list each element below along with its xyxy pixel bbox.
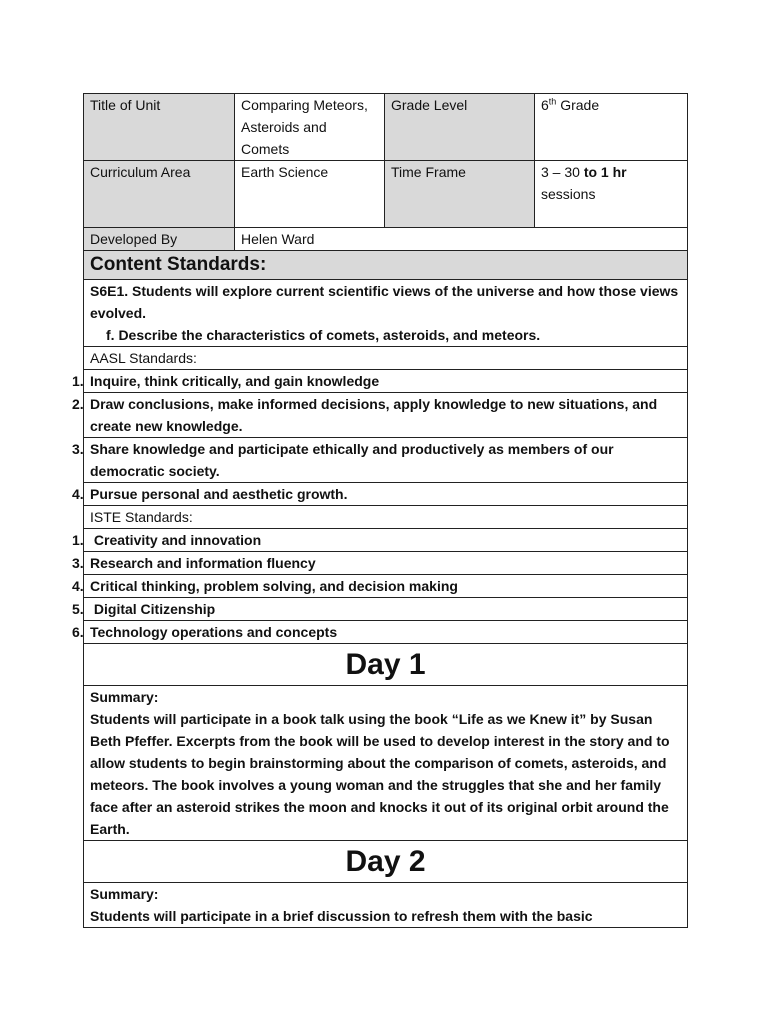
day1-summary-row [84,686,688,841]
title-label: Title of Unit [84,94,235,161]
grade-word: Grade [560,97,600,113]
item-text: Inquire, think critically, and gain knowledge [90,373,380,389]
iste-heading: ISTE Standards: [84,506,688,529]
item-text: Digital Citizenship [90,601,216,617]
aasl-heading-row [84,347,688,370]
s6e1-text: S6E1. Students will explore current scientific views of the universe and how those views evolved. [90,283,679,321]
item-text: Critical thinking, problem solving, and decision making [90,578,458,594]
item-number: 2. [72,396,84,412]
area-label: Curriculum Area [84,161,235,228]
day1-heading-row [84,644,688,686]
day2-heading-row [84,841,688,883]
iste-row-4 [84,598,688,621]
item-text: Draw conclusions, make informed decisions, apply knowledge to new situations, and create new knowledge. [90,396,658,434]
title-value: Comparing Meteors, Asteroids and Comets [235,94,385,161]
aasl-item [72,483,688,506]
day1-summary-text: Students will participate in a book talk using the book “Life as we Knew it” by Susan Beth Pfeffer. Excerpts from the book will be used to develop interest in the story and to allow students to begin brainstorming about the comparison of comets, asteroids, and meteors. The book involves a young woman and the struggles that she and her family face after an asteroid strikes the moon and knocks it out of its original orbit around the Earth. [90,711,670,837]
iste-item [72,621,688,644]
iste-heading-row [84,506,688,529]
aasl-heading: AASL Standards: [84,347,688,370]
item-number: 5. [72,601,84,617]
day2-summary-row [84,883,688,928]
item-text: Technology operations and concepts [90,624,338,640]
day2-title: Day 2 [84,841,688,883]
aasl-row-4 [84,483,688,506]
item-text: Research and information fluency [90,555,316,571]
item-number: 3. [72,441,84,457]
item-number: 4. [72,578,84,594]
s6e1-standard [84,280,688,347]
aasl-item [72,438,688,483]
f-item: f. Describe the characteristics of comets, asteroids, and meteors. [106,327,541,343]
time-label: Time Frame [385,161,535,228]
content-standards-heading: Content Standards: [84,251,688,280]
aasl-row-2 [84,393,688,438]
time-duration: to 1 hr [583,164,627,180]
iste-row-3 [84,575,688,598]
iste-item [72,598,688,621]
item-number: 1. [72,532,84,548]
developer-row [84,228,688,251]
iste-row-2 [84,552,688,575]
title-row [84,94,688,161]
day2-summary [84,883,688,928]
content-standards-heading-row [84,251,688,280]
iste-row-5 [84,621,688,644]
developer-value: Helen Ward [235,228,688,251]
grade-value [535,94,688,161]
item-number: 1. [72,373,84,389]
aasl-row-1 [84,370,688,393]
developer-label: Developed By [84,228,235,251]
aasl-item [72,370,688,393]
iste-item [72,575,688,598]
item-number: 3. [72,555,84,571]
day1-title: Day 1 [84,644,688,686]
day2-summary-text: Students will participate in a brief discussion to refresh them with the basic [90,908,593,924]
iste-item [72,529,688,552]
item-text: Pursue personal and aesthetic growth. [90,486,348,502]
area-row [84,161,688,228]
item-text: Creativity and innovation [90,532,262,548]
grade-number: 6 [541,97,549,113]
time-value [535,161,688,228]
item-text: Share knowledge and participate ethically and productively as members of our democratic society. [90,441,614,479]
day2-summary-label: Summary: [90,886,159,902]
grade-suffix: th [548,96,557,107]
aasl-item [72,393,688,438]
item-number: 6. [72,624,84,640]
day1-summary-label: Summary: [90,689,159,705]
iste-item [72,552,688,575]
aasl-row-3 [84,438,688,483]
day1-summary [84,686,688,841]
area-value: Earth Science [235,161,385,228]
s6e1-row [84,280,688,347]
grade-label: Grade Level [385,94,535,161]
iste-row-1 [84,529,688,552]
time-range: 3 – 30 [541,164,580,180]
item-number: 4. [72,486,84,502]
unit-plan-table [72,93,688,928]
time-unit: sessions [541,186,596,202]
